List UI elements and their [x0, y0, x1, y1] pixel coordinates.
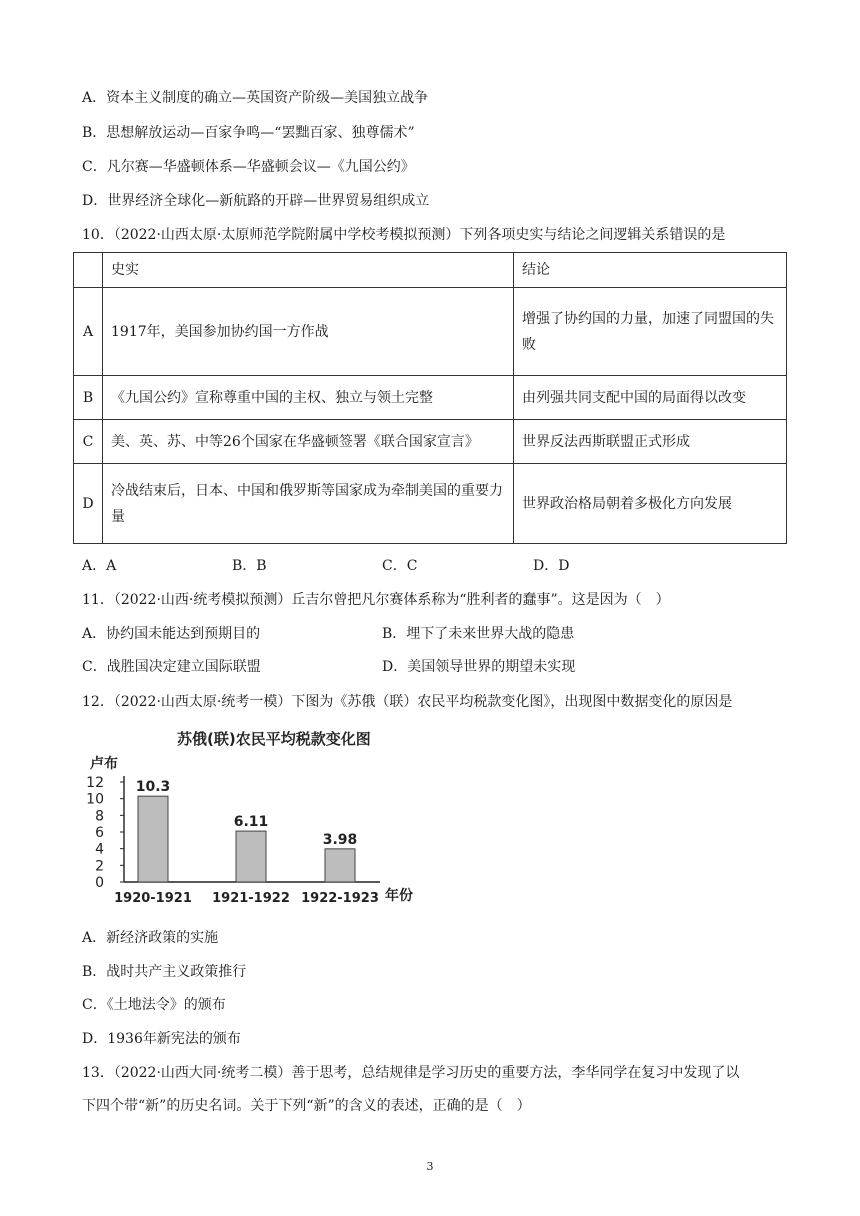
row-fact: 美、英、苏、中等26个国家在华盛顿签署《联合国家宣言》 [103, 420, 514, 464]
bar [138, 796, 168, 882]
y-tick-label: 0 [95, 875, 104, 891]
bar-value-label: 3.98 [322, 831, 358, 848]
row-fact: 冷战结束后，日本、中国和俄罗斯等国家成为牵制美国的重要力量 [103, 464, 514, 544]
q9-option-b: B．思想解放运动—百家争鸣—“罢黜百家、独尊儒术” [82, 125, 415, 141]
row-conclusion: 世界政治格局朝着多极化方向发展 [514, 464, 787, 544]
row-letter: C [74, 420, 103, 464]
bar-value-label: 6.11 [233, 814, 269, 831]
q10-stem: 10．（2022·山西太原·太原师范学院附属中学校考模拟预测）下列各项史实与结论之间逻辑关系错误的是 [82, 227, 726, 243]
q13-stem-line1: 13．（2022·山西大同·统考二模）善于思考，总结规律是学习历史的重要方法，李华同学在复习中发现了以 [82, 1065, 740, 1081]
q11-option-a: A．协约国未能达到预期目的 [82, 626, 261, 642]
q12-option-d: D．1936年新宪法的颁布 [82, 1031, 241, 1047]
q9-option-a: A．资本主义制度的确立—英国资产阶级—美国独立战争 [82, 90, 429, 106]
q12-option-a: A．新经济政策的实施 [82, 930, 219, 946]
bar [325, 849, 355, 882]
q12-stem: 12．（2022·山西太原·统考一模）下图为《苏俄（联）农民平均税款变化图》，出现图中数据变化的原因是 [82, 694, 733, 710]
table-row [74, 376, 787, 420]
x-category-label: 1922-1923 [301, 891, 379, 906]
y-tick-label: 6 [95, 825, 104, 841]
q10-option-d: D．D [533, 558, 570, 574]
table-header-fact: 史实 [103, 253, 514, 288]
row-conclusion: 增强了协约国的力量，加速了同盟国的失败 [514, 288, 787, 376]
q10-table [73, 252, 787, 544]
bar [236, 831, 266, 882]
table-header-row [74, 253, 787, 288]
row-letter: B [74, 376, 103, 420]
q11-option-c: C．战胜国决定建立国际联盟 [82, 659, 261, 675]
y-tick-label: 10 [86, 791, 104, 808]
q12-option-b: B．战时共产主义政策推行 [82, 964, 247, 980]
row-conclusion: 由列强共同支配中国的局面得以改变 [514, 376, 787, 420]
y-tick-label: 8 [95, 808, 104, 825]
q11-option-b: B．埋下了未来世界大战的隐患 [382, 626, 575, 642]
q13-stem-line2: 下四个带“新”的历史名词。关于下列“新”的含义的表述，正确的是（ ） [82, 1098, 531, 1114]
q11-option-d: D．美国领导世界的期望未实现 [382, 659, 576, 675]
table-row [74, 420, 787, 464]
chart-title: 苏俄(联)农民平均税款变化图 [177, 730, 371, 748]
y-tick-label: 12 [86, 775, 104, 791]
y-tick-label: 2 [95, 858, 104, 875]
table-header-conclusion: 结论 [514, 253, 787, 288]
row-letter: A [74, 288, 103, 376]
chart-x-label: 年份 [385, 888, 413, 904]
q10-option-a: A．A [82, 558, 117, 574]
q9-option-d: D．世界经济全球化—新航路的开辟—世界贸易组织成立 [82, 193, 430, 209]
table-row [74, 464, 787, 544]
y-tick-label: 4 [95, 841, 104, 858]
tax-bar-chart [82, 724, 422, 910]
x-category-label: 1920-1921 [114, 891, 192, 906]
row-fact: 1917年，美国参加协约国一方作战 [103, 288, 514, 376]
row-letter: D [74, 464, 103, 544]
q11-stem: 11．（2022·山西·统考模拟预测）丘吉尔曾把凡尔赛体系称为“胜利者的蠢事”。这是因为（ ） [82, 592, 670, 608]
q10-option-c: C．C [382, 558, 418, 574]
row-conclusion: 世界反法西斯联盟正式形成 [514, 420, 787, 464]
q10-option-b: B．B [232, 558, 267, 574]
row-fact: 《九国公约》宣称尊重中国的主权、独立与领土完整 [103, 376, 514, 420]
q9-option-c: C．凡尔赛—华盛顿体系—华盛顿会议—《九国公约》 [82, 159, 415, 175]
table-row [74, 288, 787, 376]
q12-option-c: C．《土地法令》的颁布 [82, 997, 226, 1013]
bar-value-label: 10.3 [135, 779, 171, 796]
table-header-blank [74, 253, 103, 288]
page-number: 3 [426, 1160, 434, 1173]
x-category-label: 1921-1922 [212, 891, 290, 906]
chart-y-label: 卢布 [90, 756, 118, 772]
